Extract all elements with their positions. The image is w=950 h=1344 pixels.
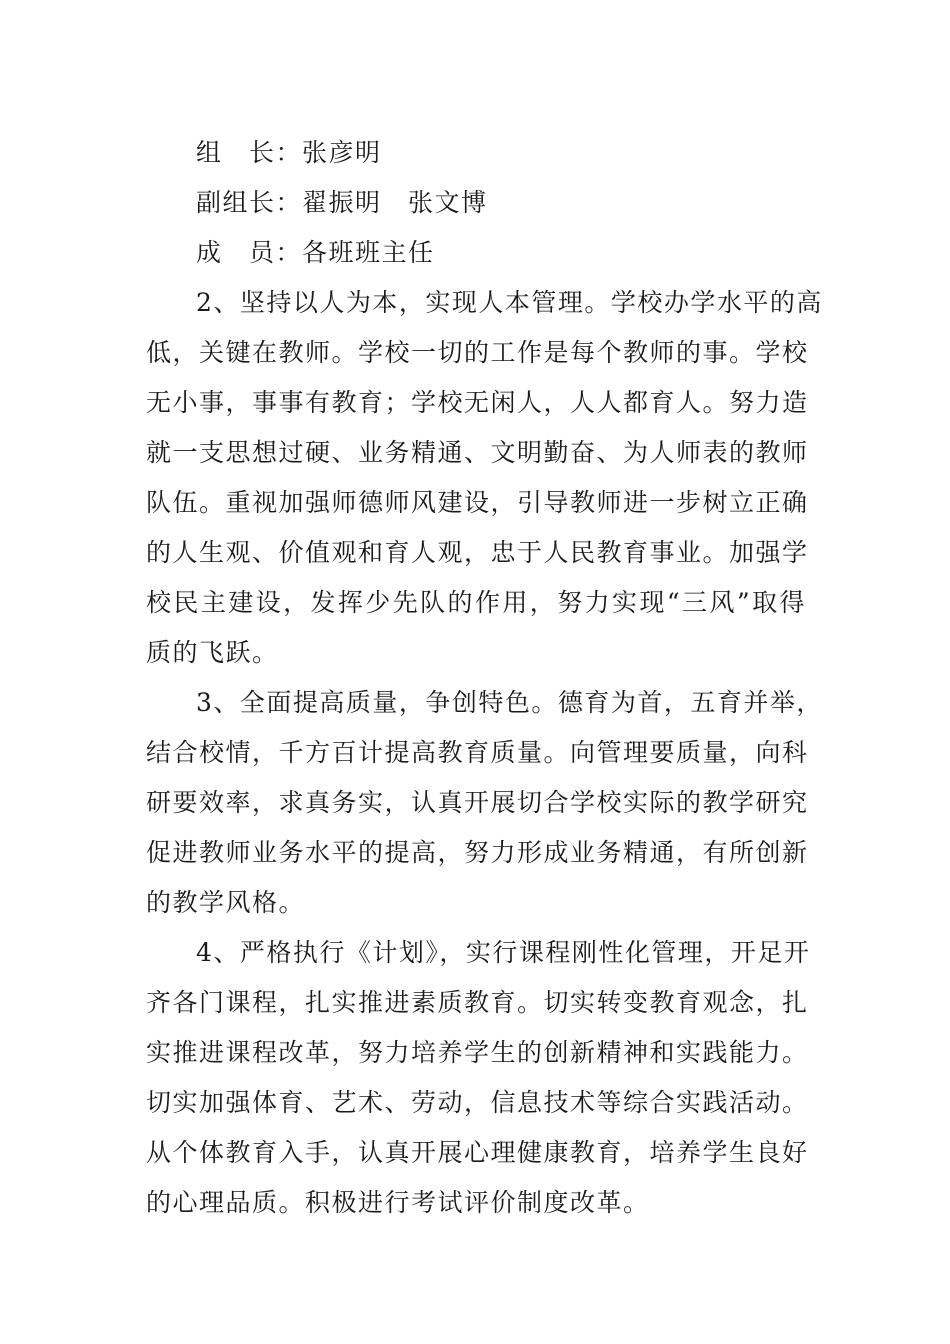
paragraph-4 xyxy=(146,928,811,1228)
role-members: 成 员：各班班主任 xyxy=(196,238,435,267)
paragraph-line: 无小事，事事有教育；学校无闲人，人人都育人。努力造 xyxy=(146,388,809,417)
paragraph-3 xyxy=(146,678,823,928)
paragraph-line: 结合校情，千方百计提高教育质量。向管理要质量，向科 xyxy=(146,738,809,767)
paragraph-line: 的心理品质。积极进行考试评价制度改革。 xyxy=(146,1188,650,1217)
paragraph-line: 研要效率，求真务实，认真开展切合学校实际的教学研究 xyxy=(146,788,809,817)
role-leader: 组 长：张彦明 xyxy=(196,138,382,167)
paragraph-line: 3、全面提高质量，争创特色。德育为首，五育并举， xyxy=(196,688,823,717)
paragraph-line: 促进教师业务水平的提高，努力形成业务精通，有所创新 xyxy=(146,838,809,867)
paragraph-line: 切实加强体育、艺术、劳动，信息技术等综合实践活动。 xyxy=(146,1088,809,1117)
role-deputy-leader: 副组长：翟振明 张文博 xyxy=(196,188,488,217)
paragraph-line: 从个体教育入手，认真开展心理健康教育，培养学生良好 xyxy=(146,1138,809,1167)
paragraph-line: 实推进课程改革，努力培养学生的创新精神和实践能力。 xyxy=(146,1038,809,1067)
paragraph-line: 队伍。重视加强师德师风建设，引导教师进一步树立正确 xyxy=(146,488,809,517)
paragraph-2 xyxy=(146,278,823,678)
paragraph-line: 4、严格执行《计划》，实行课程刚性化管理，开足开 xyxy=(196,938,811,967)
paragraph-line: 就一支思想过硬、业务精通、文明勤奋、为人师表的教师 xyxy=(146,438,809,467)
paragraph-line: 齐各门课程，扎实推进素质教育。切实转变教育观念，扎 xyxy=(146,988,809,1017)
paragraph-line: 的人生观、价值观和育人观，忠于人民教育事业。加强学 xyxy=(146,538,809,567)
paragraph-line: 质的飞跃。 xyxy=(146,638,279,667)
paragraph-line: 低，关键在教师。学校一切的工作是每个教师的事。学校 xyxy=(146,338,809,367)
document-body xyxy=(146,128,823,1228)
paragraph-line: 2、坚持以人为本，实现人本管理。学校办学水平的高 xyxy=(196,288,823,317)
paragraph-line: 校民主建设，发挥少先队的作用，努力实现“三风”取得 xyxy=(146,588,806,617)
paragraph-line: 的教学风格。 xyxy=(146,888,306,917)
